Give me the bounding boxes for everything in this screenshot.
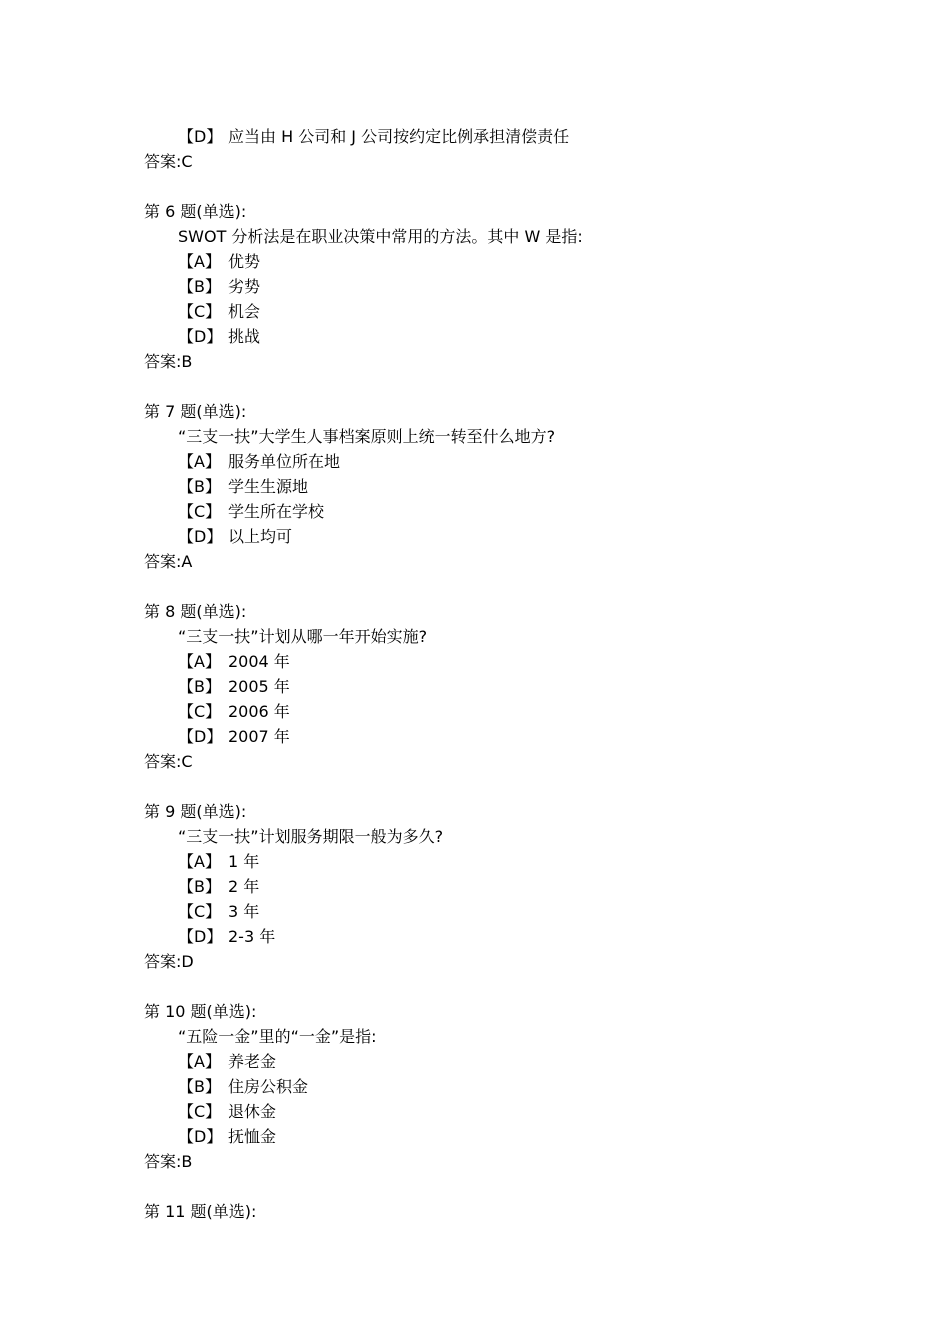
- option-row: [144, 674, 844, 699]
- option-text: 以上均可: [228, 527, 293, 546]
- option-key: 【C】: [178, 702, 222, 721]
- option-text: 抚恤金: [228, 1127, 277, 1146]
- answer-line: 答案:B: [144, 352, 193, 371]
- question-stem: SWOT 分析法是在职业决策中常用的方法。其中 W 是指:: [178, 227, 583, 246]
- question-header: 第 9 题(单选):: [144, 802, 247, 821]
- question-header: 第 10 题(单选):: [144, 1002, 257, 1021]
- option-row: [144, 1074, 844, 1099]
- option-text: 2 年: [228, 877, 260, 896]
- option-text: 2007 年: [228, 727, 290, 746]
- option-text: 2-3 年: [228, 927, 276, 946]
- option-row: [144, 274, 844, 299]
- answer-line: 答案:D: [144, 952, 194, 971]
- question-block: [144, 799, 844, 974]
- question-header: 第 6 题(单选):: [144, 202, 247, 221]
- option-text: 3 年: [228, 902, 260, 921]
- question-block: [144, 599, 844, 774]
- option-row: [144, 324, 844, 349]
- option-key: 【B】: [178, 277, 221, 296]
- option-key: 【C】: [178, 1102, 222, 1121]
- option-row: [144, 524, 844, 549]
- question-block: [144, 199, 844, 374]
- option-key: 【D】: [178, 527, 223, 546]
- option-key: 【C】: [178, 302, 222, 321]
- option-row: [144, 924, 844, 949]
- option-key: 【A】: [178, 1052, 221, 1071]
- option-key: 【C】: [178, 502, 222, 521]
- answer-line: 答案:B: [144, 1152, 193, 1171]
- question-block: [144, 999, 844, 1174]
- option-key: 【D】: [178, 127, 223, 146]
- option-row: [144, 1049, 844, 1074]
- question-header: 第 11 题(单选):: [144, 1202, 257, 1221]
- option-text: 2005 年: [228, 677, 290, 696]
- option-key: 【A】: [178, 652, 221, 671]
- option-row: [144, 649, 844, 674]
- option-row: [144, 299, 844, 324]
- option-text: 挑战: [228, 327, 261, 346]
- question-header: 第 7 题(单选):: [144, 402, 247, 421]
- option-key: 【B】: [178, 877, 221, 896]
- option-row: [144, 874, 844, 899]
- option-row: [144, 724, 844, 749]
- option-row: [144, 249, 844, 274]
- answer-line: 答案:C: [144, 152, 193, 171]
- option-key: 【B】: [178, 1077, 221, 1096]
- option-text: 2004 年: [228, 652, 290, 671]
- option-key: 【C】: [178, 902, 222, 921]
- option-text: 退休金: [228, 1102, 277, 1121]
- question-header: 第 8 题(单选):: [144, 602, 247, 621]
- option-text: 住房公积金: [228, 1077, 309, 1096]
- option-row: [144, 449, 844, 474]
- option-row: [144, 1124, 844, 1149]
- option-key: 【D】: [178, 1127, 223, 1146]
- option-row: [144, 699, 844, 724]
- option-text: 2006 年: [228, 702, 290, 721]
- option-key: 【A】: [178, 452, 221, 471]
- option-text: 学生生源地: [228, 477, 309, 496]
- question-stem: “三支一扶”大学生人事档案原则上统一转至什么地方?: [178, 427, 556, 446]
- option-key: 【D】: [178, 927, 223, 946]
- option-text: 机会: [228, 302, 261, 321]
- question-stem: “三支一扶”计划服务期限一般为多久?: [178, 827, 444, 846]
- option-key: 【D】: [178, 727, 223, 746]
- option-row: [144, 849, 844, 874]
- answer-line: 答案:C: [144, 752, 193, 771]
- option-key: 【D】: [178, 327, 223, 346]
- option-row: [144, 1099, 844, 1124]
- answer-line: 答案:A: [144, 552, 193, 571]
- option-row: [144, 474, 844, 499]
- option-text: 优势: [228, 252, 261, 271]
- question-stem: “五险一金”里的“一金”是指:: [178, 1027, 377, 1046]
- option-row: [144, 124, 844, 149]
- option-row: [144, 499, 844, 524]
- option-row: [144, 899, 844, 924]
- option-key: 【B】: [178, 477, 221, 496]
- option-key: 【B】: [178, 677, 221, 696]
- option-text: 1 年: [228, 852, 260, 871]
- question-stem: “三支一扶”计划从哪一年开始实施?: [178, 627, 428, 646]
- document-content: [144, 124, 844, 1224]
- option-text: 劣势: [228, 277, 261, 296]
- question-block: [144, 399, 844, 574]
- option-text: 养老金: [228, 1052, 277, 1071]
- option-text: 学生所在学校: [228, 502, 325, 521]
- option-key: 【A】: [178, 252, 221, 271]
- option-key: 【A】: [178, 852, 221, 871]
- option-text: 应当由 H 公司和 J 公司按约定比例承担清偿责任: [228, 127, 570, 146]
- option-text: 服务单位所在地: [228, 452, 341, 471]
